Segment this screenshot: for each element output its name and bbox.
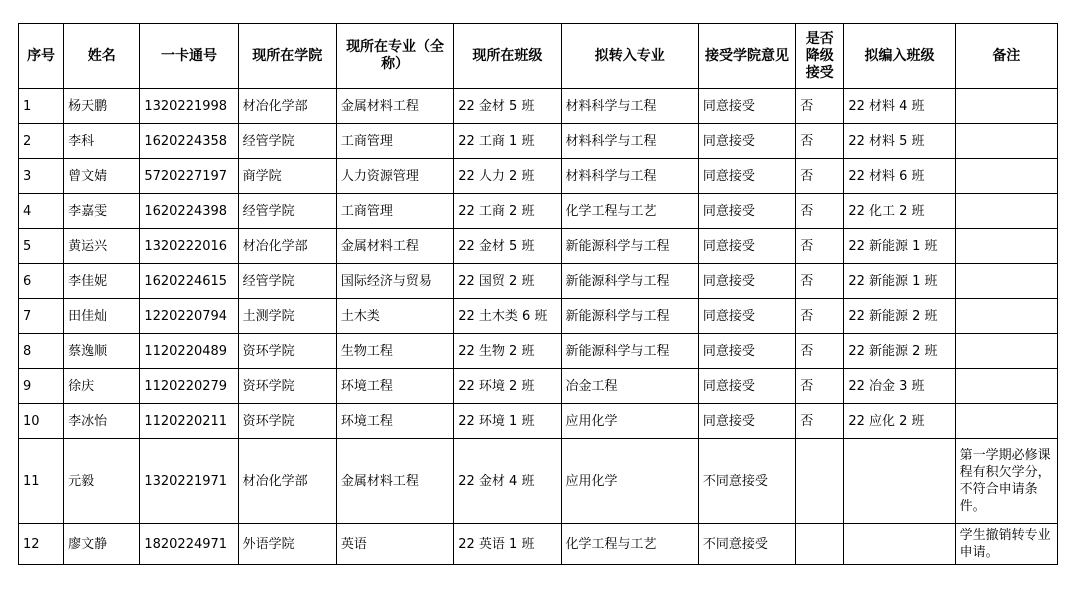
cell-no: 5 xyxy=(19,229,64,264)
cell-downgrade xyxy=(796,439,844,524)
cell-major: 土木类 xyxy=(336,299,453,334)
cell-target-class xyxy=(844,524,955,565)
cell-target-class: 22 材料 5 班 xyxy=(844,124,955,159)
cell-name: 元毅 xyxy=(64,439,140,524)
header-opinion: 接受学院意见 xyxy=(698,24,795,89)
cell-target-class xyxy=(844,439,955,524)
header-note: 备注 xyxy=(955,24,1057,89)
cell-no: 1 xyxy=(19,89,64,124)
cell-note xyxy=(955,89,1057,124)
cell-target-class: 22 新能源 2 班 xyxy=(844,299,955,334)
cell-note xyxy=(955,299,1057,334)
cell-card: 5720227197 xyxy=(140,159,238,194)
cell-class: 22 英语 1 班 xyxy=(454,524,561,565)
cell-note xyxy=(955,229,1057,264)
cell-class: 22 金材 4 班 xyxy=(454,439,561,524)
cell-downgrade: 否 xyxy=(796,124,844,159)
header-target-class: 拟编入班级 xyxy=(844,24,955,89)
cell-target-class: 22 新能源 1 班 xyxy=(844,264,955,299)
cell-downgrade: 否 xyxy=(796,89,844,124)
cell-card: 1620224358 xyxy=(140,124,238,159)
cell-target-class: 22 冶金 3 班 xyxy=(844,369,955,404)
cell-opinion: 同意接受 xyxy=(698,124,795,159)
table-row xyxy=(19,194,1058,229)
cell-target-major: 化学工程与工艺 xyxy=(561,194,698,229)
cell-target-major: 化学工程与工艺 xyxy=(561,524,698,565)
cell-no: 12 xyxy=(19,524,64,565)
cell-major: 工商管理 xyxy=(336,124,453,159)
cell-major: 环境工程 xyxy=(336,369,453,404)
cell-opinion: 同意接受 xyxy=(698,299,795,334)
transfer-table xyxy=(18,23,1058,565)
table-row xyxy=(19,89,1058,124)
cell-name: 李冰怡 xyxy=(64,404,140,439)
cell-major: 金属材料工程 xyxy=(336,439,453,524)
cell-college: 材冶化学部 xyxy=(238,229,336,264)
header-college: 现所在学院 xyxy=(238,24,336,89)
cell-downgrade: 否 xyxy=(796,194,844,229)
cell-class: 22 金材 5 班 xyxy=(454,229,561,264)
cell-no: 8 xyxy=(19,334,64,369)
cell-target-class: 22 材料 6 班 xyxy=(844,159,955,194)
cell-opinion: 同意接受 xyxy=(698,89,795,124)
cell-opinion: 同意接受 xyxy=(698,264,795,299)
cell-major: 国际经济与贸易 xyxy=(336,264,453,299)
cell-name: 李佳妮 xyxy=(64,264,140,299)
cell-note: 学生撤销转专业申请。 xyxy=(955,524,1057,565)
cell-card: 1320221998 xyxy=(140,89,238,124)
cell-no: 4 xyxy=(19,194,64,229)
cell-downgrade: 否 xyxy=(796,159,844,194)
cell-target-major: 应用化学 xyxy=(561,404,698,439)
cell-no: 7 xyxy=(19,299,64,334)
cell-target-major: 材料科学与工程 xyxy=(561,124,698,159)
table-row xyxy=(19,404,1058,439)
cell-opinion: 不同意接受 xyxy=(698,524,795,565)
table-row xyxy=(19,334,1058,369)
cell-target-major: 新能源科学与工程 xyxy=(561,264,698,299)
cell-note xyxy=(955,369,1057,404)
header-name: 姓名 xyxy=(64,24,140,89)
header-row xyxy=(19,24,1058,89)
cell-no: 3 xyxy=(19,159,64,194)
header-target-major: 拟转入专业 xyxy=(561,24,698,89)
cell-card: 1320222016 xyxy=(140,229,238,264)
cell-card: 1120220211 xyxy=(140,404,238,439)
cell-name: 黄运兴 xyxy=(64,229,140,264)
header-major: 现所在专业（全称） xyxy=(336,24,453,89)
cell-note xyxy=(955,404,1057,439)
cell-note: 第一学期必修课程有积欠学分，不符合申请条件。 xyxy=(955,439,1057,524)
cell-class: 22 人力 2 班 xyxy=(454,159,561,194)
table-row xyxy=(19,124,1058,159)
cell-downgrade: 否 xyxy=(796,404,844,439)
cell-opinion: 同意接受 xyxy=(698,404,795,439)
cell-name: 李科 xyxy=(64,124,140,159)
cell-no: 6 xyxy=(19,264,64,299)
cell-college: 资环学院 xyxy=(238,404,336,439)
cell-downgrade xyxy=(796,524,844,565)
cell-target-major: 新能源科学与工程 xyxy=(561,229,698,264)
header-seq: 序号 xyxy=(19,24,64,89)
cell-class: 22 工商 1 班 xyxy=(454,124,561,159)
header-class: 现所在班级 xyxy=(454,24,561,89)
cell-card: 1220220794 xyxy=(140,299,238,334)
cell-opinion: 同意接受 xyxy=(698,369,795,404)
cell-college: 商学院 xyxy=(238,159,336,194)
cell-class: 22 工商 2 班 xyxy=(454,194,561,229)
cell-major: 生物工程 xyxy=(336,334,453,369)
cell-downgrade: 否 xyxy=(796,299,844,334)
cell-downgrade: 否 xyxy=(796,369,844,404)
table-row xyxy=(19,439,1058,524)
cell-card: 1620224615 xyxy=(140,264,238,299)
cell-target-class: 22 化工 2 班 xyxy=(844,194,955,229)
cell-target-major: 新能源科学与工程 xyxy=(561,299,698,334)
cell-no: 11 xyxy=(19,439,64,524)
cell-college: 资环学院 xyxy=(238,334,336,369)
header-card: 一卡通号 xyxy=(140,24,238,89)
cell-college: 土测学院 xyxy=(238,299,336,334)
cell-major: 人力资源管理 xyxy=(336,159,453,194)
cell-downgrade: 否 xyxy=(796,229,844,264)
table-row xyxy=(19,229,1058,264)
cell-note xyxy=(955,124,1057,159)
cell-name: 蔡逸顺 xyxy=(64,334,140,369)
cell-target-class: 22 新能源 2 班 xyxy=(844,334,955,369)
cell-major: 英语 xyxy=(336,524,453,565)
table-row xyxy=(19,299,1058,334)
cell-class: 22 生物 2 班 xyxy=(454,334,561,369)
cell-major: 金属材料工程 xyxy=(336,89,453,124)
cell-major: 金属材料工程 xyxy=(336,229,453,264)
cell-note xyxy=(955,264,1057,299)
cell-college: 资环学院 xyxy=(238,369,336,404)
cell-major: 工商管理 xyxy=(336,194,453,229)
cell-college: 经管学院 xyxy=(238,264,336,299)
table-row xyxy=(19,264,1058,299)
cell-name: 李嘉雯 xyxy=(64,194,140,229)
cell-no: 10 xyxy=(19,404,64,439)
cell-note xyxy=(955,159,1057,194)
cell-college: 外语学院 xyxy=(238,524,336,565)
cell-class: 22 国贸 2 班 xyxy=(454,264,561,299)
cell-target-major: 应用化学 xyxy=(561,439,698,524)
cell-target-class: 22 新能源 1 班 xyxy=(844,229,955,264)
cell-name: 曾文婧 xyxy=(64,159,140,194)
cell-name: 廖文静 xyxy=(64,524,140,565)
header-downgrade: 是否降级接受 xyxy=(796,24,844,89)
cell-target-major: 材料科学与工程 xyxy=(561,159,698,194)
cell-college: 材冶化学部 xyxy=(238,439,336,524)
cell-card: 1320221971 xyxy=(140,439,238,524)
cell-college: 材冶化学部 xyxy=(238,89,336,124)
cell-class: 22 土木类 6 班 xyxy=(454,299,561,334)
cell-major: 环境工程 xyxy=(336,404,453,439)
cell-note xyxy=(955,334,1057,369)
cell-name: 田佳灿 xyxy=(64,299,140,334)
cell-class: 22 环境 1 班 xyxy=(454,404,561,439)
table-row xyxy=(19,159,1058,194)
cell-target-major: 冶金工程 xyxy=(561,369,698,404)
cell-opinion: 同意接受 xyxy=(698,159,795,194)
cell-class: 22 金材 5 班 xyxy=(454,89,561,124)
cell-opinion: 同意接受 xyxy=(698,194,795,229)
cell-card: 1120220489 xyxy=(140,334,238,369)
cell-college: 经管学院 xyxy=(238,124,336,159)
cell-opinion: 不同意接受 xyxy=(698,439,795,524)
cell-downgrade: 否 xyxy=(796,334,844,369)
cell-card: 1820224971 xyxy=(140,524,238,565)
table-row xyxy=(19,524,1058,565)
cell-no: 2 xyxy=(19,124,64,159)
cell-name: 杨天鹏 xyxy=(64,89,140,124)
cell-opinion: 同意接受 xyxy=(698,334,795,369)
cell-no: 9 xyxy=(19,369,64,404)
cell-target-class: 22 材料 4 班 xyxy=(844,89,955,124)
cell-opinion: 同意接受 xyxy=(698,229,795,264)
cell-class: 22 环境 2 班 xyxy=(454,369,561,404)
cell-note xyxy=(955,194,1057,229)
cell-target-major: 新能源科学与工程 xyxy=(561,334,698,369)
cell-downgrade: 否 xyxy=(796,264,844,299)
cell-target-major: 材料科学与工程 xyxy=(561,89,698,124)
cell-name: 徐庆 xyxy=(64,369,140,404)
cell-college: 经管学院 xyxy=(238,194,336,229)
cell-card: 1620224398 xyxy=(140,194,238,229)
cell-target-class: 22 应化 2 班 xyxy=(844,404,955,439)
table-row xyxy=(19,369,1058,404)
cell-card: 1120220279 xyxy=(140,369,238,404)
